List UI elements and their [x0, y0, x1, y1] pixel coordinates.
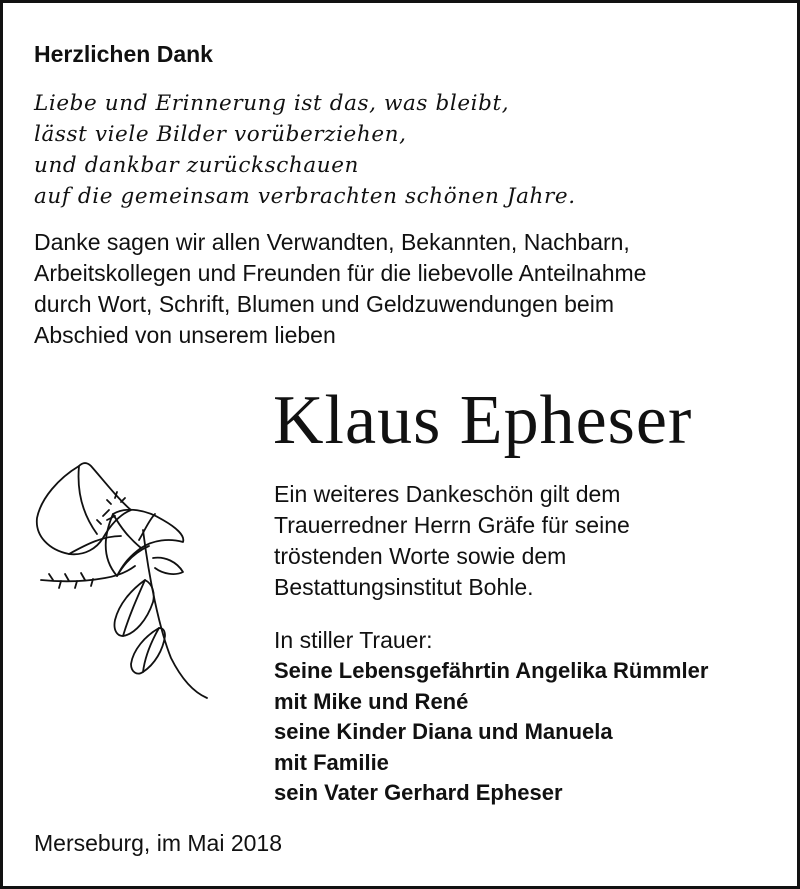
- mourner-line: mit Familie: [274, 749, 389, 775]
- poem: [34, 88, 576, 212]
- calla-lily-icon: [31, 458, 221, 718]
- mourner-line: seine Kinder Diana und Manuela: [274, 719, 613, 744]
- poem-line: Liebe und Erinnerung ist das, was bleibt,: [34, 91, 510, 116]
- deceased-name: Klaus Epheser: [273, 382, 693, 459]
- additional-thanks-line: tröstenden Worte sowie dem: [274, 543, 567, 569]
- thanks-line: Danke sagen wir allen Verwandten, Bekannten, Nachbarn,: [34, 229, 630, 255]
- additional-thanks-line: Bestattungsinstitut Bohle.: [274, 574, 534, 600]
- place-date: Merseburg, im Mai 2018: [34, 830, 282, 856]
- additional-thanks: [274, 479, 630, 603]
- thanks-text: [34, 227, 646, 351]
- poem-line: lässt viele Bilder vorüberziehen,: [34, 122, 407, 147]
- mourning-label: In stiller Trauer:: [274, 627, 433, 653]
- poem-line: auf die gemeinsam verbrachten schönen Jahre.: [34, 184, 576, 209]
- additional-thanks-line: Ein weiteres Dankeschön gilt dem: [274, 481, 621, 507]
- poem-line: und dankbar zurückschauen: [34, 153, 359, 178]
- mourner-line: Seine Lebensgefährtin Angelika Rümmler: [274, 658, 709, 683]
- additional-thanks-line: Trauerredner Herrn Gräfe für seine: [274, 512, 630, 538]
- heading: Herzlichen Dank: [34, 41, 213, 67]
- mourner-line: mit Mike und René: [274, 688, 469, 714]
- thanks-line: Abschied von unserem lieben: [34, 322, 336, 348]
- mourners-list: [274, 656, 708, 809]
- thanks-line: Arbeitskollegen und Freunden für die liebevolle Anteilnahme: [34, 260, 647, 286]
- mourner-line: sein Vater Gerhard Epheser: [274, 780, 563, 805]
- thanks-line: durch Wort, Schrift, Blumen und Geldzuwendungen beim: [34, 291, 614, 317]
